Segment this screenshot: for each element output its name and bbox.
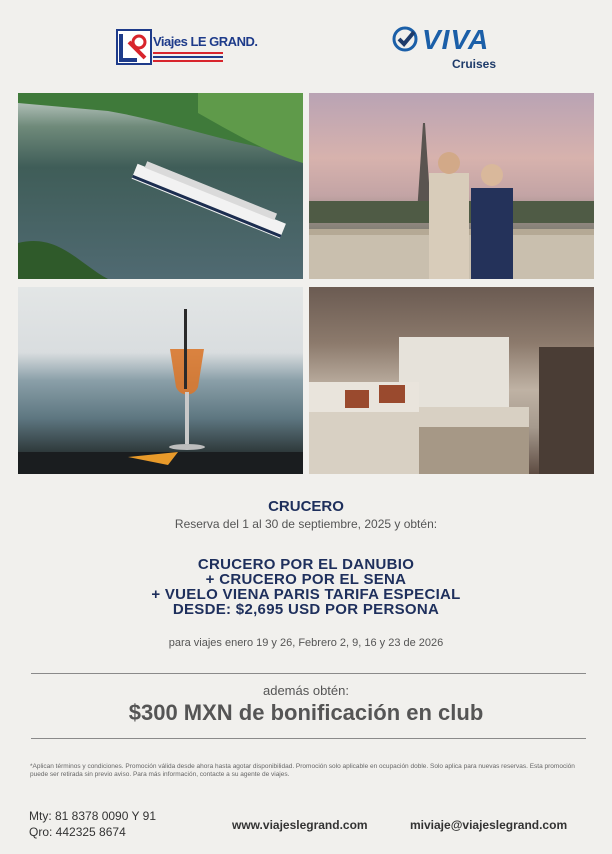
bonus-intro: además obtén:	[262, 683, 349, 698]
offer-line: + CRUCERO POR EL SENA	[205, 571, 407, 588]
offer-line: + VUELO VIENA PARIS TARIFA ESPECIAL	[151, 586, 461, 603]
spritz-drink-river-image	[18, 287, 303, 474]
viajes-legrand-logo	[115, 28, 258, 68]
offer-price-line: DESDE: $2,695 USD POR PERSONA	[172, 601, 440, 618]
booking-period: Reserva del 1 al 30 de septiembre, 2025 y obtén:	[174, 517, 438, 531]
paris-couple-image	[309, 93, 594, 279]
offer-category: CRUCERO	[268, 498, 344, 515]
divider-bottom	[31, 738, 586, 739]
legrand-mark-icon	[115, 28, 153, 66]
travel-dates: para viajes enero 19 y 26, Febrero 2, 9, 16 y 23 de 2026	[168, 637, 444, 649]
website-link[interactable]: www.viajeslegrand.com	[232, 818, 368, 832]
bonus-text: $300 MXN de bonificación en club	[128, 700, 484, 725]
legrand-wordmark: Viajes LE GRAND.	[153, 34, 258, 49]
viva-cruises-logo	[392, 24, 522, 72]
email-link[interactable]: miviaje@viajeslegrand.com	[410, 818, 568, 832]
viva-wordmark: VIVA	[422, 24, 490, 55]
terms-conditions: *Aplican términos y condiciones. Promoción válida desde ahora hasta agotar disponibilidad. Promoción solo aplicable en ocupación doble. Solo aplica para nuevas reservas. Esta promoción puede ser retirada sin previo aviso. Para más información, contacte a su agente de viajes.	[30, 763, 575, 778]
offer-headline	[0, 557, 612, 617]
cabin-bedroom-image	[309, 287, 594, 474]
offer-line: CRUCERO POR EL DANUBIO	[197, 556, 415, 573]
phone-monterrey: Mty: 81 8378 0090 Y 91	[29, 809, 156, 823]
legrand-stripes	[153, 52, 223, 64]
river-cruise-ship-image	[18, 93, 303, 279]
viva-subtitle: Cruises	[452, 57, 497, 71]
divider-top	[31, 673, 586, 674]
phone-queretaro: Qro: 442325 8674	[29, 825, 126, 839]
viva-check-icon	[392, 26, 418, 52]
